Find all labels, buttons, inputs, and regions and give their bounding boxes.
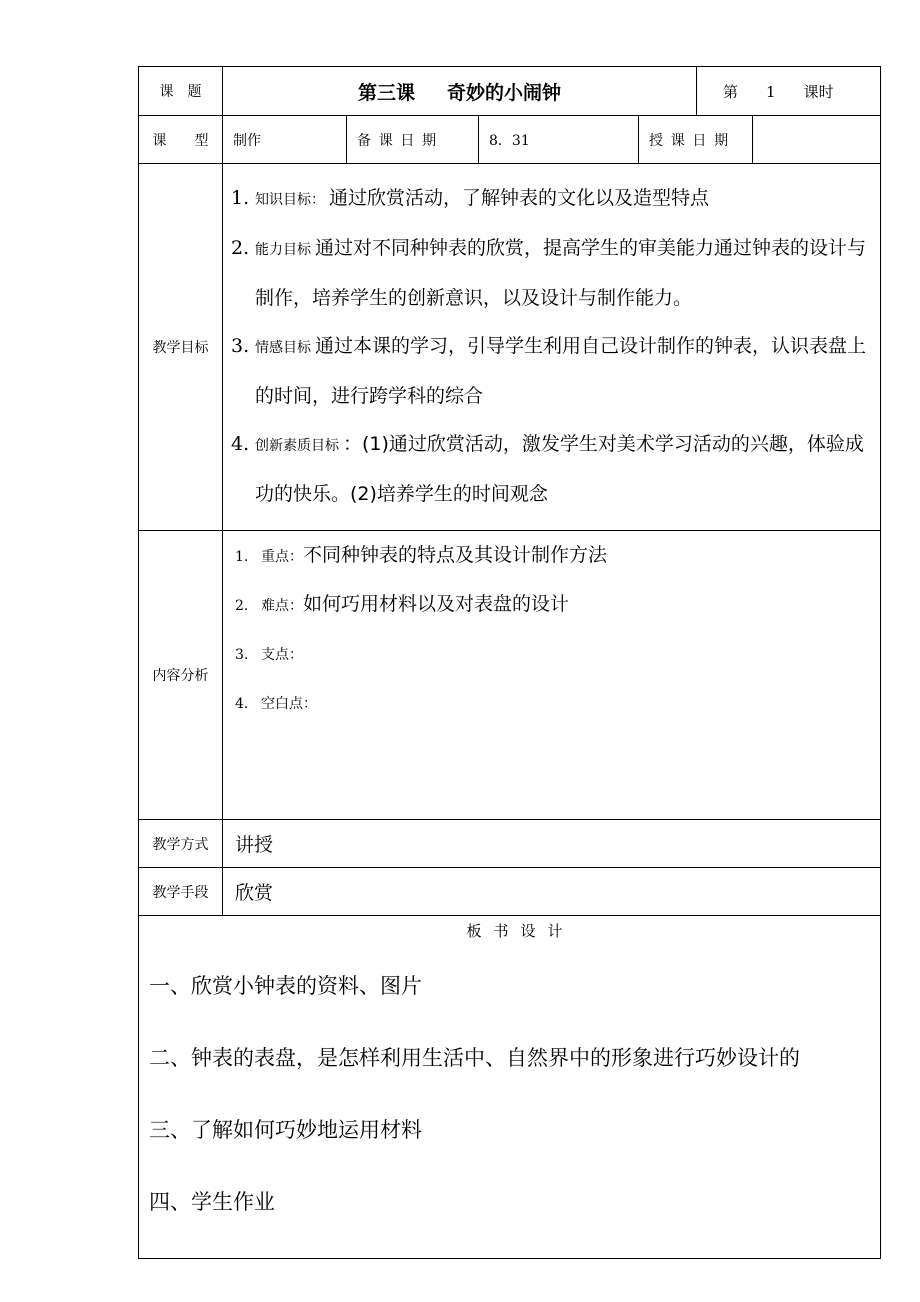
board-design [139,916,881,1259]
objectives-content [223,164,881,531]
teach-date-value [753,116,881,164]
objective-tag: 知识目标： [255,192,325,208]
means-label: 教学手段 [139,868,223,916]
objective-number: 2. [231,237,250,259]
analysis-tag: 空白点： [261,696,317,712]
objective-tag: 情感目标 [255,340,311,356]
analysis-number: 2. [235,598,249,614]
objective-item [231,174,872,224]
objective-item [231,420,872,518]
board-item: 一、欣赏小钟表的资料、图片 [149,974,422,998]
objective-number: 3. [231,335,250,357]
lesson-name: 奇妙的小闹钟 [447,81,562,104]
means-row [139,868,881,916]
analysis-tag: 支点： [261,647,303,663]
objective-item [231,224,872,322]
method-label: 教学方式 [139,820,223,868]
objective-tag: 能力目标 [255,242,311,258]
board-row [139,916,881,1259]
topic-label: 课 题 [139,67,223,116]
period-cell [697,67,881,116]
analysis-content [223,531,881,820]
analysis-text: 不同种钟表的特点及其设计制作方法 [303,544,608,566]
analysis-item [235,635,872,684]
analysis-item [235,684,872,733]
prep-date-value: 8．31 [479,116,639,164]
board-item: 二、钟表的表盘，是怎样利用生活中、自然界中的形象进行巧妙设计的 [149,1046,800,1070]
analysis-tag: 重点： [261,549,303,565]
lesson-plan-table [138,66,881,1259]
meta-row [139,116,881,164]
teach-date-label: 授课日期 [639,116,753,164]
analysis-tag: 难点： [261,598,303,614]
objective-text: 通过欣赏活动，了解钟表的文化以及造型特点 [329,187,710,209]
prep-date-label: 备课日期 [347,116,479,164]
objectives-label: 教学目标 [139,164,223,531]
board-item: 四、学生作业 [149,1190,275,1214]
board-item: 三、了解如何巧妙地运用材料 [149,1118,422,1142]
period-number: 1 [766,82,776,101]
type-label: 课 型 [139,116,223,164]
period-suffix: 课时 [803,82,834,101]
analysis-number: 1. [235,549,249,565]
analysis-number: 3. [235,647,249,663]
means-value: 欣赏 [223,868,881,916]
analysis-item [235,537,872,586]
analysis-label: 内容分析 [139,531,223,820]
analysis-text: 如何巧用材料以及对表盘的设计 [303,593,570,615]
objective-number: 1. [231,187,250,209]
analysis-number: 4. [235,696,249,712]
objective-number: 4. [231,433,250,455]
objective-item [231,322,872,420]
lesson-title [223,67,697,116]
board-title: 板书设计 [466,922,575,940]
title-row [139,67,881,116]
type-value: 制作 [223,116,347,164]
lesson-number: 第三课 [358,81,416,104]
objectives-row [139,164,881,531]
objective-text: 通过对不同种钟表的欣赏，提高学生的审美能力通过钟表的设计与制作，培养学生的创新意识，以及设计与制作能力。 [255,237,867,309]
objective-tag: 创新素质目标 [255,438,339,454]
objective-text: ：(1)通过欣赏活动，激发学生对美术学习活动的兴趣，体验成功的快乐。(2)培养学生的时间观念 [255,433,864,505]
method-row [139,820,881,868]
objective-text: 通过本课的学习，引导学生利用自己设计制作的钟表，认识表盘上的时间，进行跨学科的综合 [255,335,867,407]
analysis-row [139,531,881,820]
method-value: 讲授 [223,820,881,868]
period-prefix: 第 [723,82,739,101]
analysis-item [235,586,872,635]
